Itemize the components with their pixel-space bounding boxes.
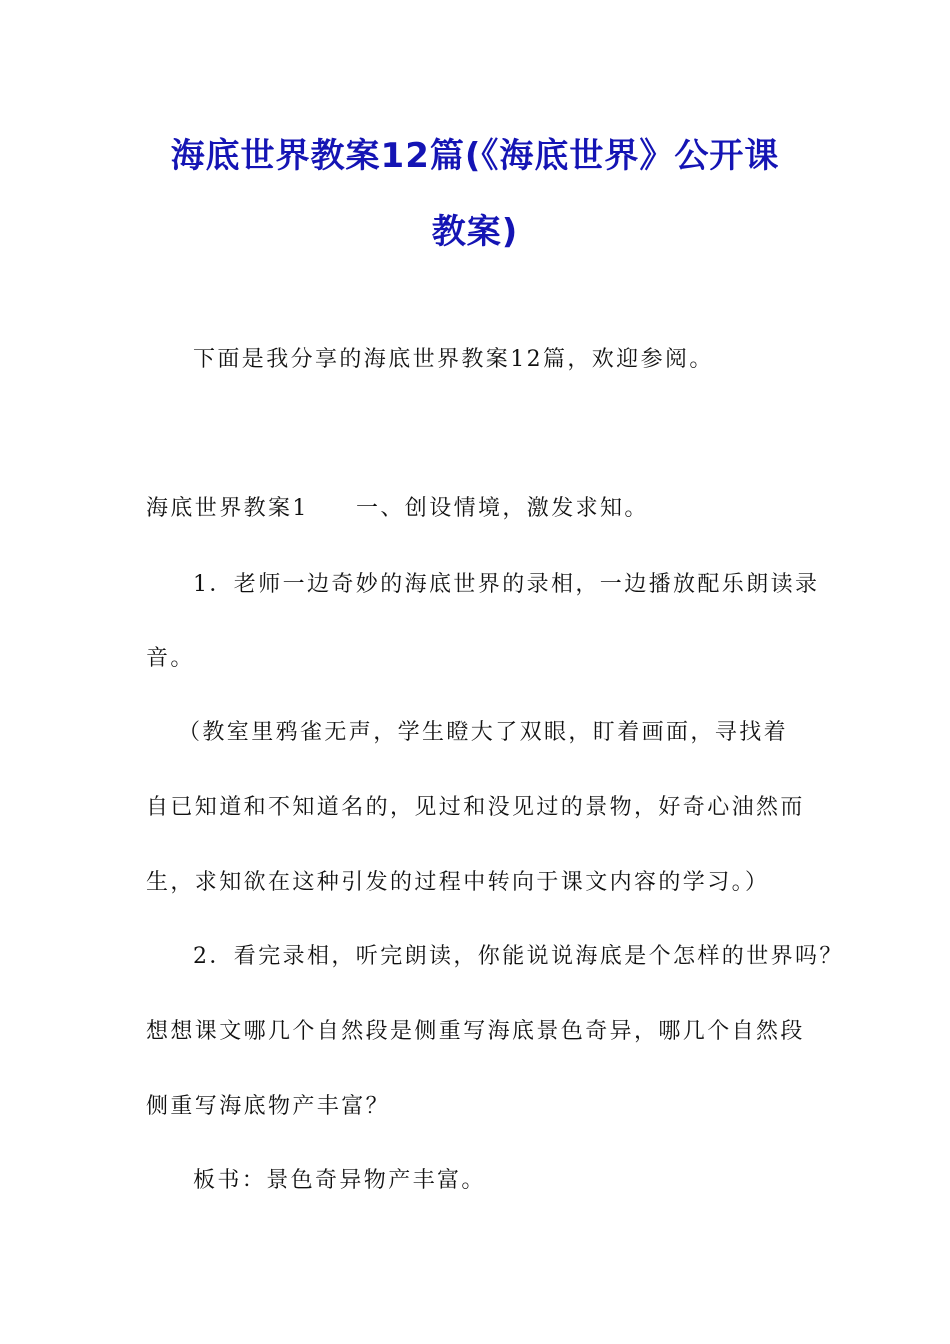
paragraph-line: 2．看完录相，听完朗读，你能说说海底是个怎样的世界吗？ bbox=[193, 944, 844, 969]
section-heading: 海底世界教案1 bbox=[146, 496, 309, 521]
paragraph-line: 板书：景色奇异物产丰富。 bbox=[193, 1168, 486, 1193]
section-step: 一、创设情境，激发求知。 bbox=[356, 496, 649, 521]
intro-paragraph: 下面是我分享的海底世界教案12篇，欢迎参阅。 bbox=[193, 347, 714, 372]
paragraph-line: 自已知道和不知道名的，见过和没见过的景物，好奇心油然而 bbox=[146, 795, 805, 820]
paragraph-line: 侧重写海底物产丰富？ bbox=[146, 1094, 391, 1119]
paragraph-line: 生，求知欲在这种引发的过程中转向于课文内容的学习。） bbox=[146, 870, 770, 895]
paragraph-line: （教室里鸦雀无声，学生瞪大了双眼，盯着画面，寻找着 bbox=[178, 720, 789, 745]
paragraph-line: 1．老师一边奇妙的海底世界的录相，一边播放配乐朗读录 bbox=[193, 572, 820, 597]
paragraph-line: 想想课文哪几个自然段是侧重写海底景色奇异，哪几个自然段 bbox=[146, 1019, 805, 1044]
document-title-line-1: 海底世界教案12篇(《海底世界》公开课 bbox=[170, 136, 780, 176]
paragraph-line: 音。 bbox=[146, 646, 195, 671]
document-title-line-2: 教案) bbox=[431, 212, 519, 252]
